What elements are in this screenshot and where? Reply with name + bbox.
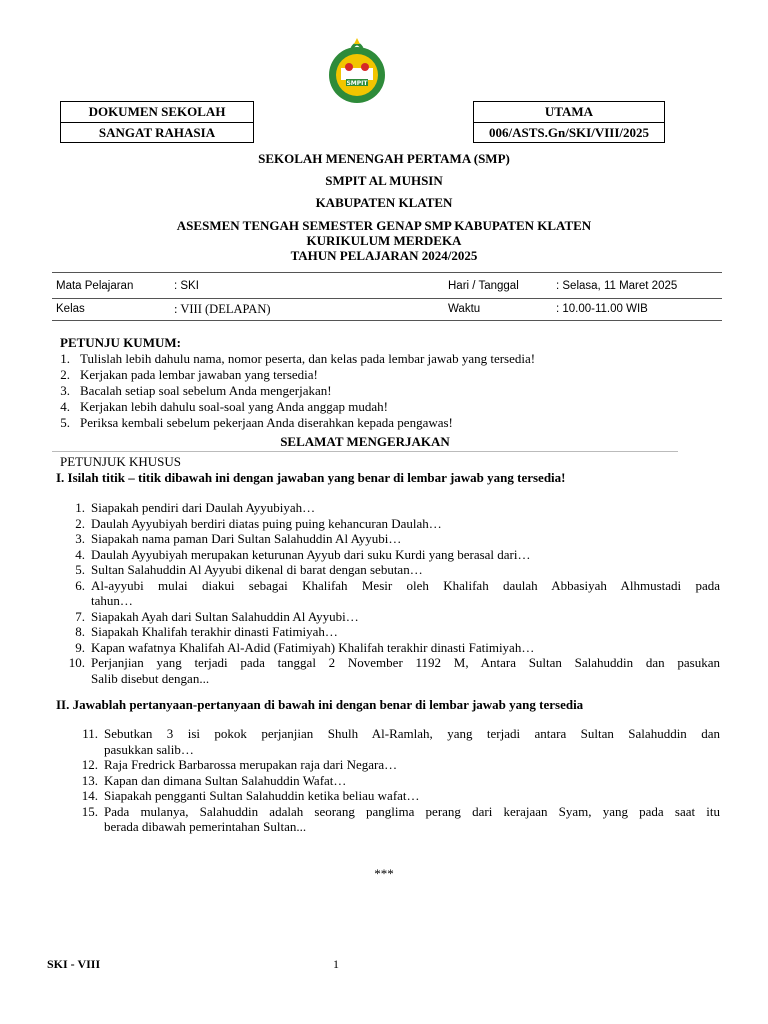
- list-item: 7. Siapakah Ayah dari Sultan Salahuddin Al Ayyubi…: [75, 608, 359, 624]
- special-instructions-title: PETUNJUK KHUSUS: [60, 454, 181, 469]
- list-item: 15. Pada mulanya, Salahuddin adalah seorang panglima perang dari kerajaan Syam, yang pada saat itu: [81, 803, 720, 819]
- footer-code: SKI - VIII: [47, 957, 101, 971]
- date-label: Hari / Tanggal: [448, 280, 519, 292]
- date-value: : Selasa, 11 Maret 2025: [556, 280, 678, 292]
- exam-year: TAHUN PELAJARAN 2024/2025: [290, 248, 478, 263]
- time-value: : 10.00-11.00 WIB: [556, 303, 648, 315]
- list-item: 2. Kerjakan pada lembar jawaban yang tersedia!: [60, 367, 318, 382]
- list-item: 4. Daulah Ayyubiyah merupakan keturunan Ayyub dari suku Kurdi yang berasal dari…: [75, 546, 531, 562]
- list-item-continuation: berada dibawah pemerintahan Sultan...: [104, 819, 307, 834]
- document-label-box: [60, 101, 254, 143]
- section-1-questions: [60, 500, 720, 686]
- svg-text:SMPIT: SMPIT: [346, 80, 368, 87]
- time-label: Waktu: [448, 303, 481, 315]
- info-top-rule: [52, 272, 722, 273]
- list-item: 1. Siapakah pendiri dari Daulah Ayyubiyah…: [75, 500, 316, 515]
- greeting-rule: [52, 451, 678, 452]
- section-2-questions: [60, 726, 720, 835]
- school-logo: [322, 38, 392, 104]
- general-instructions-title: PETUNJU KUMUM:: [60, 335, 181, 350]
- subject-value: : SKI: [174, 280, 199, 292]
- list-item: 9. Kapan wafatnya Khalifah Al-Adid (Fatimiyah) Khalifah terakhir dinasti Fatimiyah…: [75, 639, 535, 655]
- greeting: SELAMAT MENGERJAKAN: [280, 434, 450, 449]
- school-district: KABUPATEN KLATEN: [315, 195, 453, 210]
- list-item: 13. Kapan dan dimana Sultan Salahuddin Wafat…: [81, 772, 347, 788]
- list-item-continuation: pasukkan salib…: [104, 741, 194, 757]
- subject-label: Mata Pelajaran: [56, 280, 134, 292]
- general-instructions-list: [56, 351, 676, 431]
- document-priority: UTAMA: [544, 104, 594, 119]
- list-item: 4. Kerjakan lebih dahulu soal-soal yang Anda anggap mudah!: [60, 399, 388, 414]
- section-1-instruction: I. Isilah titik – titik dibawah ini dengan jawaban yang benar di lembar jawab yang tersedia!: [56, 470, 566, 485]
- school-name: SMPIT AL MUHSIN: [325, 173, 443, 188]
- exam-title: ASESMEN TENGAH SEMESTER GENAP SMP KABUPATEN KLATEN: [176, 218, 592, 233]
- list-item: 11. Sebutkan 3 isi pokok perjanjian Shulh Al-Ramlah, yang terjadi antara Sultan Salahuddin dan: [82, 726, 720, 741]
- end-marker: ***: [374, 866, 394, 881]
- list-item: 2. Daulah Ayyubiyah berdiri diatas puing puing kehancuran Daulah…: [75, 515, 442, 531]
- document-code-box: [473, 101, 665, 143]
- list-item: 6. Al-ayyubi mulai diakui sebagai Khalifah Mesir oleh Khalifah daulah Abbasiyah Alhmustadi pada: [75, 577, 720, 593]
- list-item: 3. Siapakah nama paman Dari Sultan Salahuddin Al Ayyubi…: [75, 531, 402, 546]
- list-item: 14. Siapakah pengganti Sultan Salahuddin ketika beliau wafat…: [81, 788, 420, 803]
- page-number: 1: [333, 957, 339, 971]
- list-item-continuation: tahun…: [91, 593, 133, 608]
- list-item: 1. Tulislah lebih dahulu nama, nomor peserta, dan kelas pada lembar jawab yang tersedia!: [60, 351, 536, 366]
- list-item-continuation: Salib disebut dengan...: [91, 670, 210, 686]
- exam-curriculum: KURIKULUM MERDEKA: [306, 233, 462, 248]
- class-value: : VIII (DELAPAN): [174, 302, 271, 316]
- info-bottom-rule: [52, 320, 722, 321]
- document-number: 006/ASTS.Gn/SKI/VIII/2025: [474, 122, 664, 143]
- list-item: 12. Raja Fredrick Barbarossa merupakan raja dari Negara…: [81, 757, 398, 772]
- section-2-instruction: II. Jawablah pertanyaan-pertanyaan di bawah ini dengan benar di lembar jawab yang tersedia: [56, 697, 584, 712]
- school-level: SEKOLAH MENENGAH PERTAMA (SMP): [258, 151, 510, 166]
- class-label: Kelas: [56, 303, 85, 315]
- info-middle-rule: [52, 298, 722, 299]
- list-item: 5. Sultan Salahuddin Al Ayyubi dikenal di barat dengan sebutan…: [75, 562, 423, 577]
- list-item: 10. Perjanjian yang terjadi pada tanggal 2 November 1192 M, Antara Sultan Salahuddin dan pasukan: [68, 655, 720, 670]
- document-type: DOKUMEN SEKOLAH: [88, 104, 226, 119]
- list-item: 5. Periksa kembali sebelum pekerjaan Anda diserahkan kepada pengawas!: [60, 415, 453, 430]
- list-item: 8. Siapakah Khalifah terakhir dinasti Fatimiyah…: [75, 624, 338, 639]
- document-confidentiality: SANGAT RAHASIA: [61, 122, 253, 143]
- list-item: 3. Bacalah setiap soal sebelum Anda mengerjakan!: [60, 383, 332, 398]
